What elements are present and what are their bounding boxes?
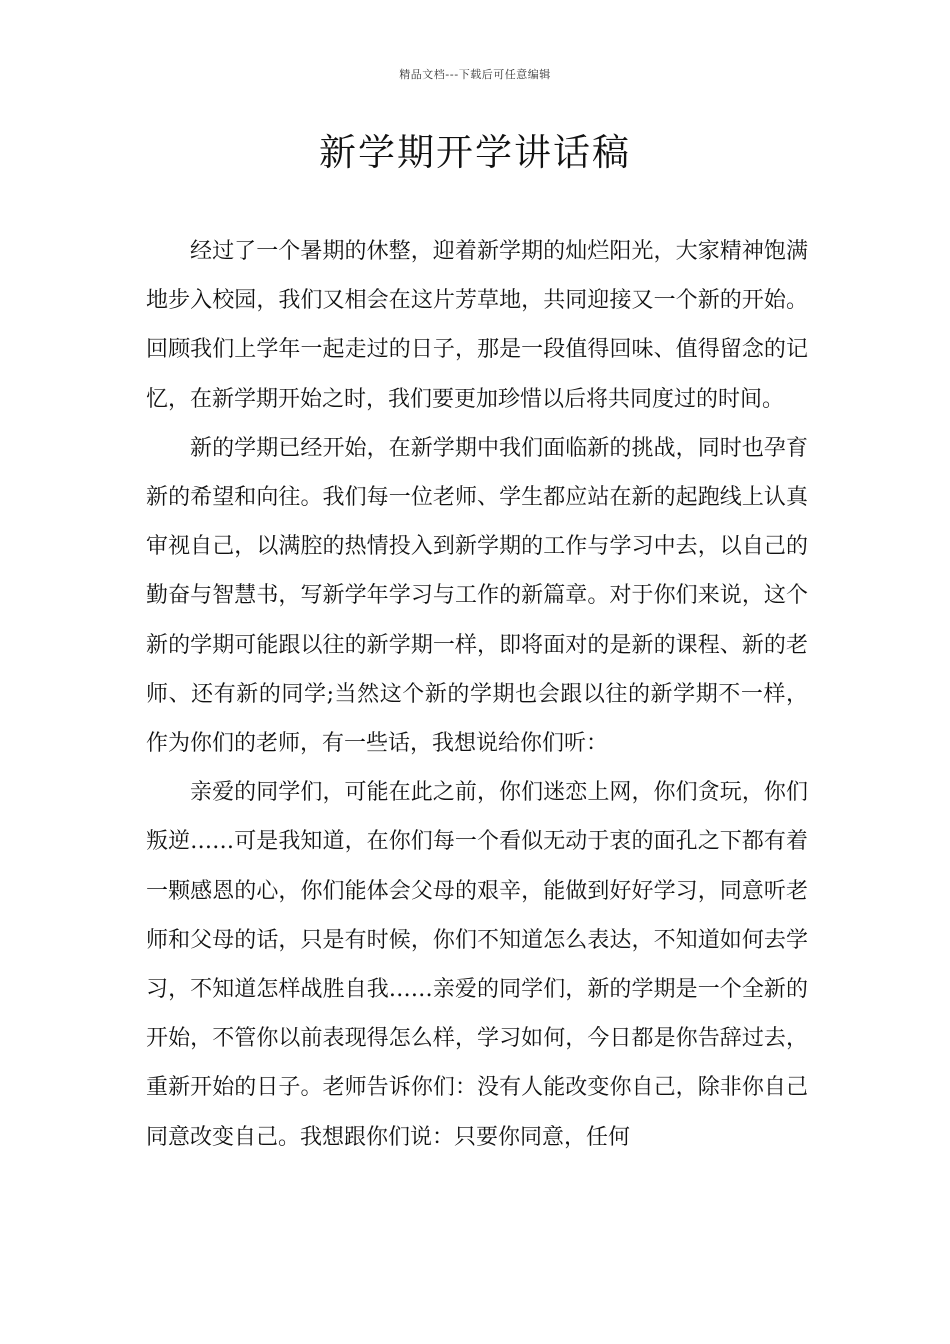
header-note: 精品文档---下载后可任意编辑 bbox=[399, 68, 551, 81]
paragraph-1: 经过了一个暑期的休整，迎着新学期的灿烂阳光，大家精神饱满地步入校园，我们又相会在这片芳草地，共同迎接又一个新的开始。回顾我们上学年一起走过的日子，那是一段值得回味、值得留念的记忆，在新学期开始之时，我们要更加珍惜以后将共同度过的时间。 bbox=[146, 239, 808, 412]
paragraph-3: 亲爱的同学们，可能在此之前，你们迷恋上网，你们贪玩，你们叛逆……可是我知道，在你们每一个看似无动于衷的面孔之下都有着一颗感恩的心，你们能体会父母的艰辛，能做到好好学习，同意听老师和父母的话，只是有时候，你们不知道怎么表达，不知道如何去学习，不知道怎样战胜自我……亲爱的同学们，新的学期是一个全新的开始，不管你以前表现得怎么样，学习如何，今日都是你告辞过去，重新开始的日子。老师告诉你们：没有人能改变你自己，除非你自己同意改变自己。我想跟你们说：只要你同意，任何 bbox=[146, 780, 808, 1150]
document-body bbox=[146, 227, 808, 1162]
paragraph-2: 新的学期已经开始，在新学期中我们面临新的挑战，同时也孕育新的希望和向往。我们每一位老师、学生都应站在新的起跑线上认真审视自己，以满腔的热情投入到新学期的工作与学习中去，以自己的勤奋与智慧书，写新学年学习与工作的新篇章。对于你们来说，这个新的学期可能跟以往的新学期一样，即将面对的是新的课程、新的老师、还有新的同学;当然这个新的学期也会跟以往的新学期不一样，作为你们的老师，有一些话，我想说给你们听： bbox=[146, 435, 808, 757]
document-title: 新学期开学讲话稿 bbox=[319, 131, 631, 174]
